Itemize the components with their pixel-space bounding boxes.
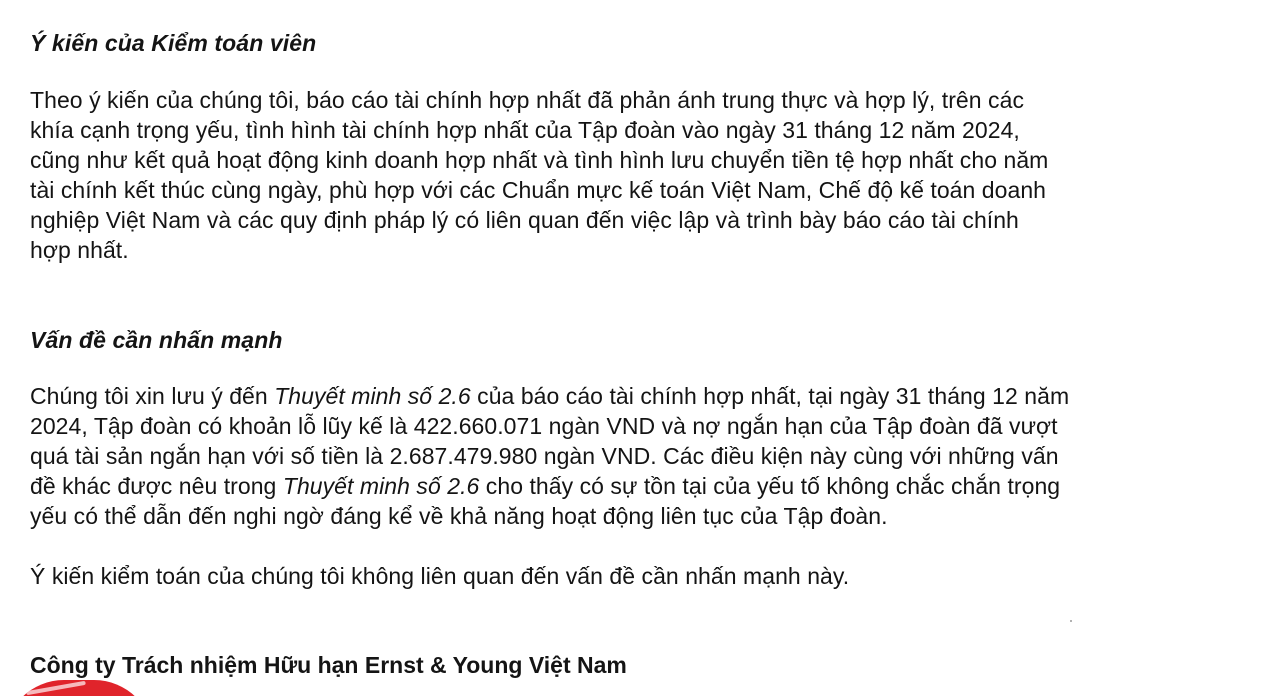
emphasis-text: của báo cáo tài chính hợp nhất, tại ngày 31 tháng 12 năm	[470, 383, 1070, 409]
emphasis-text: đề khác được nêu trong	[30, 473, 283, 499]
note-reference: Thuyết minh số 2.6	[282, 473, 480, 499]
opinion-line: Theo ý kiến của chúng tôi, báo cáo tài chính hợp nhất đã phản ánh trung thực và hợp lý, trên các	[30, 87, 1024, 113]
emphasis-line: quá tài sản ngắn hạn với số tiền là 2.687.479.980 ngàn VND. Các điều kiện này cùng với những vấn	[30, 443, 1059, 469]
emphasis-line: 2024, Tập đoàn có khoản lỗ lũy kế là 422.660.071 ngàn VND và nợ ngắn hạn của Tập đoàn đã vượt	[30, 413, 1058, 439]
company-name: Công ty Trách nhiệm Hữu hạn Ernst & Young Việt Nam	[30, 652, 627, 678]
emphasis-text: Chúng tôi xin lưu ý đến	[30, 383, 275, 409]
company-seal-stamp	[4, 680, 154, 696]
scan-speck	[1070, 620, 1072, 622]
opinion-line: nghiệp Việt Nam và các quy định pháp lý có liên quan đến việc lập và trình bày báo cáo tài chính	[30, 207, 1019, 233]
opinion-line: hợp nhất.	[30, 237, 129, 263]
disclaimer-line: Ý kiến kiểm toán của chúng tôi không liên quan đến vấn đề cần nhấn mạnh này.	[30, 563, 850, 589]
opinion-heading: Ý kiến của Kiểm toán viên	[30, 30, 317, 56]
opinion-paragraph	[30, 85, 1048, 265]
seal-highlight	[26, 681, 86, 695]
emphasis-line: yếu có thể dẫn đến nghi ngờ đáng kể về khả năng hoạt động liên tục của Tập đoàn.	[30, 503, 888, 529]
emphasis-text: cho thấy có sự tồn tại của yếu tố không chắc chắn trọng	[479, 473, 1061, 499]
disclaimer-paragraph	[30, 561, 849, 591]
emphasis-line	[30, 471, 1069, 501]
emphasis-heading: Vấn đề cần nhấn mạnh	[30, 327, 283, 353]
emphasis-line	[30, 381, 1069, 411]
emphasis-paragraph	[30, 381, 1069, 531]
opinion-line: tài chính kết thúc cùng ngày, phù hợp với các Chuẩn mực kế toán Việt Nam, Chế độ kế toán doanh	[30, 177, 1047, 203]
opinion-line: cũng như kết quả hoạt động kinh doanh hợp nhất và tình hình lưu chuyển tiền tệ hợp nhất cho năm	[30, 147, 1049, 173]
note-reference: Thuyết minh số 2.6	[274, 383, 471, 409]
opinion-line: khía cạnh trọng yếu, tình hình tài chính hợp nhất của Tập đoàn vào ngày 31 tháng 12 năm 2024,	[30, 117, 1020, 143]
